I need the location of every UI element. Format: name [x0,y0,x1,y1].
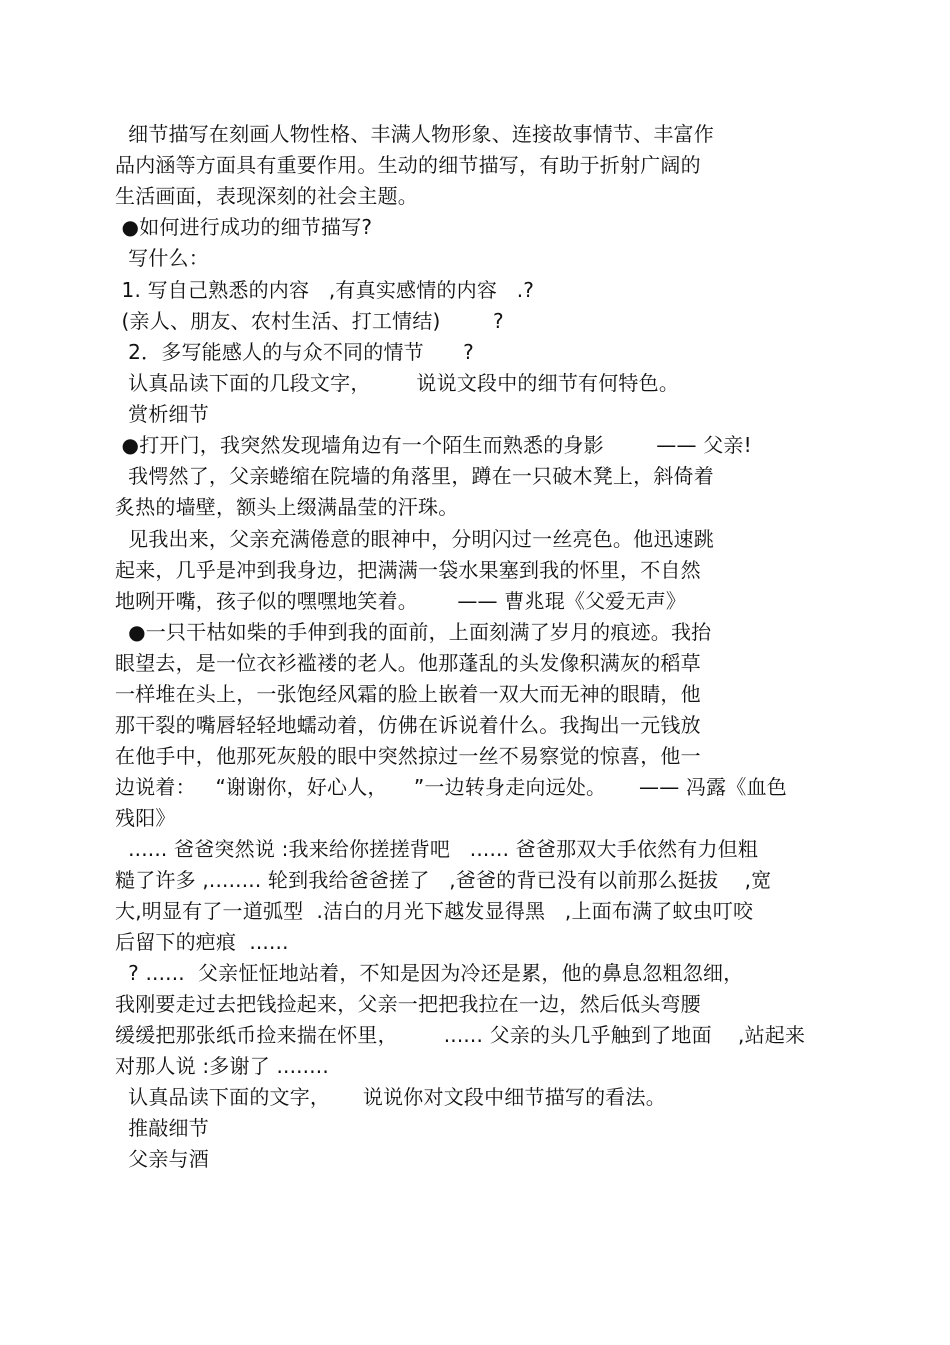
text-line: 一样堆在头上，一张饱经风霜的脸上嵌着一双大而无神的眼睛，他 [115,682,701,706]
text-line: 认真品读下面的文字， 说说你对文段中细节描写的看法。 [115,1085,666,1109]
text-line: 后留下的疤痕 ...... [115,930,289,954]
text-line: 父亲与酒 [115,1147,209,1171]
text-line: 残阳》 [115,806,176,830]
text-line: 在他手中，他那死灰般的眼中突然掠过一丝不易察觉的惊喜，他一 [115,744,701,768]
text-line: 写什么： [115,246,209,270]
text-line: 地咧开嘴，孩子似的嘿嘿地笑着。 —— 曹兆琨《父爱无声》 [115,589,687,613]
text-line: 糙了许多 ,........ 轮到我给爸爸搓了 ,爸爸的背已没有以前那么挺拔 ,宽 [115,868,772,892]
text-line: ●打开门，我突然发现墙角边有一个陌生而熟悉的身影 —— 父亲! [115,433,752,457]
text-line: 对那人说 :多谢了 ........ [115,1054,329,1078]
text-line: 细节描写在刻画人物性格、丰满人物形象、连接故事情节、丰富作 [115,122,714,146]
text-line: ●如何进行成功的细节描写? [115,215,373,239]
text-line: ...... 爸爸突然说 :我来给你搓搓背吧 ...... 爸爸那双大手依然有力但粗 [115,837,759,861]
text-line: 我愕然了，父亲蜷缩在院墙的角落里，蹲在一只破木凳上，斜倚着 [115,464,714,488]
text-line: 我刚要走过去把钱捡起来，父亲一把把我拉在一边，然后低头弯腰 [115,992,701,1016]
text-line: 炙热的墙壁，额头上缀满晶莹的汗珠。 [115,495,459,519]
text-line: 边说着： “谢谢你，好心人， ”一边转身走向远处。 —— 冯露《血色 [115,775,787,799]
text-line: 2．多写能感人的与众不同的情节 ? [115,340,474,364]
text-line: (亲人、朋友、农村生活、打工情结) ? [115,309,504,333]
text-line: 缓缓把那张纸币捡来揣在怀里， ...... 父亲的头几乎触到了地面 ,站起来 [115,1023,806,1047]
text-line: 生活画面，表现深刻的社会主题。 [115,184,418,208]
text-line: 大,明显有了一道弧型 .洁白的月光下越发显得黑 ,上面布满了蚊虫叮咬 [115,899,754,923]
text-line: ●一只干枯如柴的手伸到我的面前，上面刻满了岁月的痕迹。我抬 [115,620,712,644]
text-line: 赏析细节 [115,402,209,426]
text-line: 眼望去，是一位衣衫褴褛的老人。他那蓬乱的头发像积满灰的稻草 [115,651,701,675]
text-line: 那干裂的嘴唇轻轻地蠕动着，仿佛在诉说着什么。我掏出一元钱放 [115,713,701,737]
text-line: 起来，几乎是冲到我身边，把满满一袋水果塞到我的怀里，不自然 [115,558,701,582]
text-line: 认真品读下面的几段文字， 说说文段中的细节有何特色。 [115,371,680,395]
text-line: 1. 写自己熟悉的内容 ,有真实感情的内容 .? [115,278,535,302]
text-line: ? ...... 父亲怔怔地站着，不知是因为冷还是累，他的鼻息忽粗忽细， [115,961,744,985]
text-line: 见我出来，父亲充满倦意的眼神中，分明闪过一丝亮色。他迅速跳 [115,527,714,551]
text-line: 品内涵等方面具有重要作用。生动的细节描写，有助于折射广阔的 [115,153,701,177]
text-line: 推敲细节 [115,1116,209,1140]
